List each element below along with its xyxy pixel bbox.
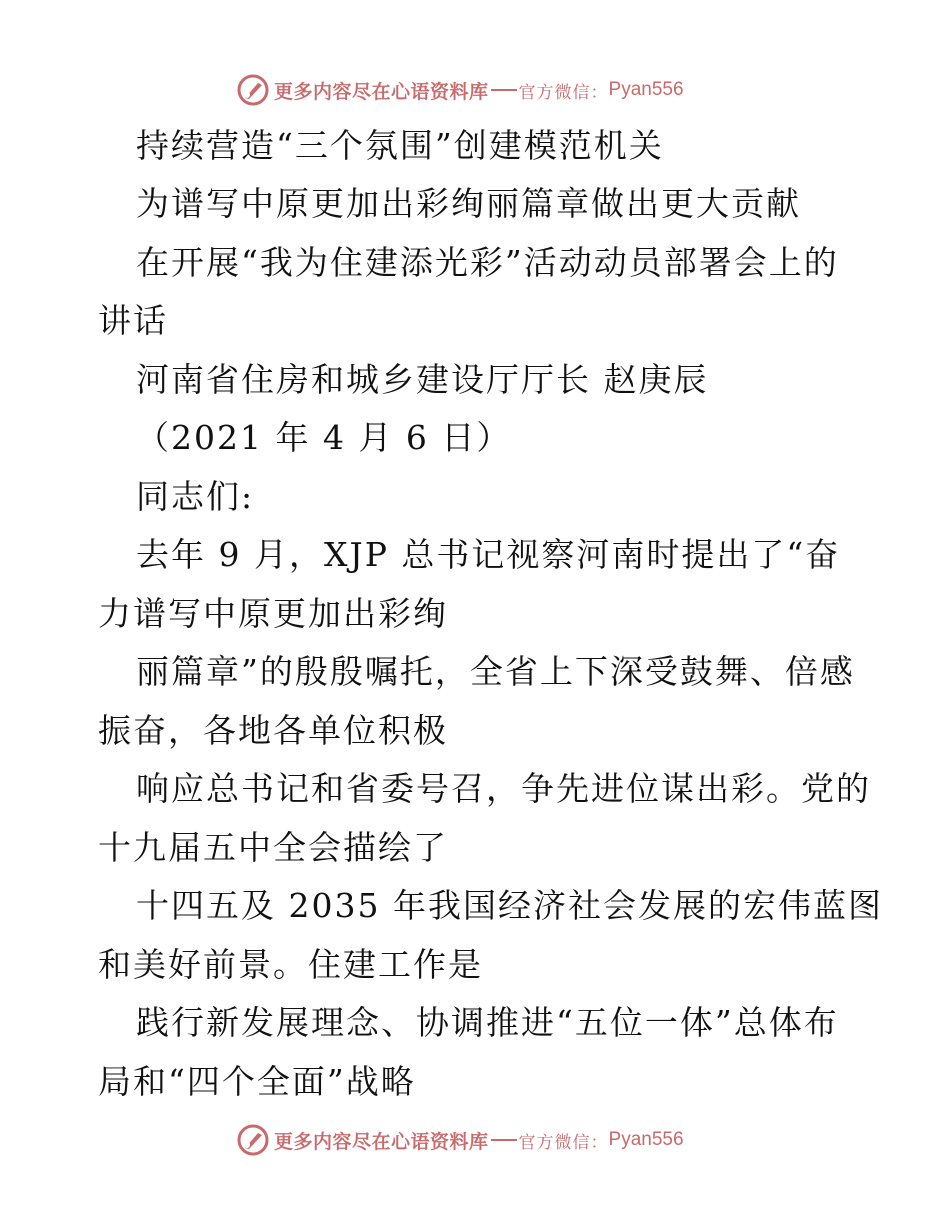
doc-body-line: 响应总书记和省委号召，争先进位谋出彩。党的 bbox=[136, 769, 871, 808]
doc-title-line-2: 为谱写中原更加出彩绚丽篇章做出更大贡献 bbox=[136, 184, 801, 223]
quill-logo-icon bbox=[236, 1123, 270, 1157]
doc-date-line: （2021 年 4 月 6 日） bbox=[136, 418, 512, 457]
doc-body-line: 丽篇章”的殷殷嘱托，全省上下深受鼓舞、倍感 bbox=[136, 652, 855, 691]
watermark-main-text: 更多内容尽在心语资料库 bbox=[274, 80, 489, 103]
doc-title-line-3: 在开展“我为住建添光彩”活动动员部署会上的 bbox=[136, 243, 839, 282]
watermark-main-text: 更多内容尽在心语资料库 bbox=[274, 1130, 489, 1153]
footer-watermark bbox=[236, 1122, 684, 1158]
watermark-wechat-id: Pyan556 bbox=[608, 1129, 684, 1150]
doc-body-line: 十四五及 2035 年我国经济社会发展的宏伟蓝图 bbox=[136, 886, 883, 925]
doc-body-line: 去年 9 月，XJP 总书记视察河南时提出了“奋 bbox=[136, 535, 841, 574]
doc-body-line: 践行新发展理念、协调推进“五位一体”总体布 bbox=[136, 1003, 839, 1042]
watermark-dash bbox=[491, 1139, 517, 1141]
watermark-dash bbox=[491, 89, 517, 91]
doc-title-line-4: 讲话 bbox=[98, 301, 168, 340]
doc-body-line: 振奋，各地各单位积极 bbox=[98, 711, 448, 750]
doc-body-line: 局和“四个全面”战略 bbox=[98, 1062, 416, 1101]
doc-title-line-1: 持续营造“三个氛围”创建模范机关 bbox=[136, 126, 664, 165]
doc-body-line: 力谱写中原更加出彩绚 bbox=[98, 594, 448, 633]
watermark-sub-text: 官方微信： bbox=[518, 82, 609, 103]
doc-salutation: 同志们: bbox=[136, 477, 255, 516]
doc-body-line: 和美好前景。住建工作是 bbox=[98, 945, 483, 984]
quill-logo-icon bbox=[236, 73, 270, 107]
doc-author-line: 河南省住房和城乡建设厅厅长 赵庚辰 bbox=[136, 360, 709, 399]
header-watermark bbox=[236, 72, 684, 108]
doc-body-line: 十九届五中全会描绘了 bbox=[98, 828, 448, 867]
watermark-wechat-id: Pyan556 bbox=[608, 79, 684, 100]
watermark-sub-text: 官方微信： bbox=[518, 1132, 609, 1153]
